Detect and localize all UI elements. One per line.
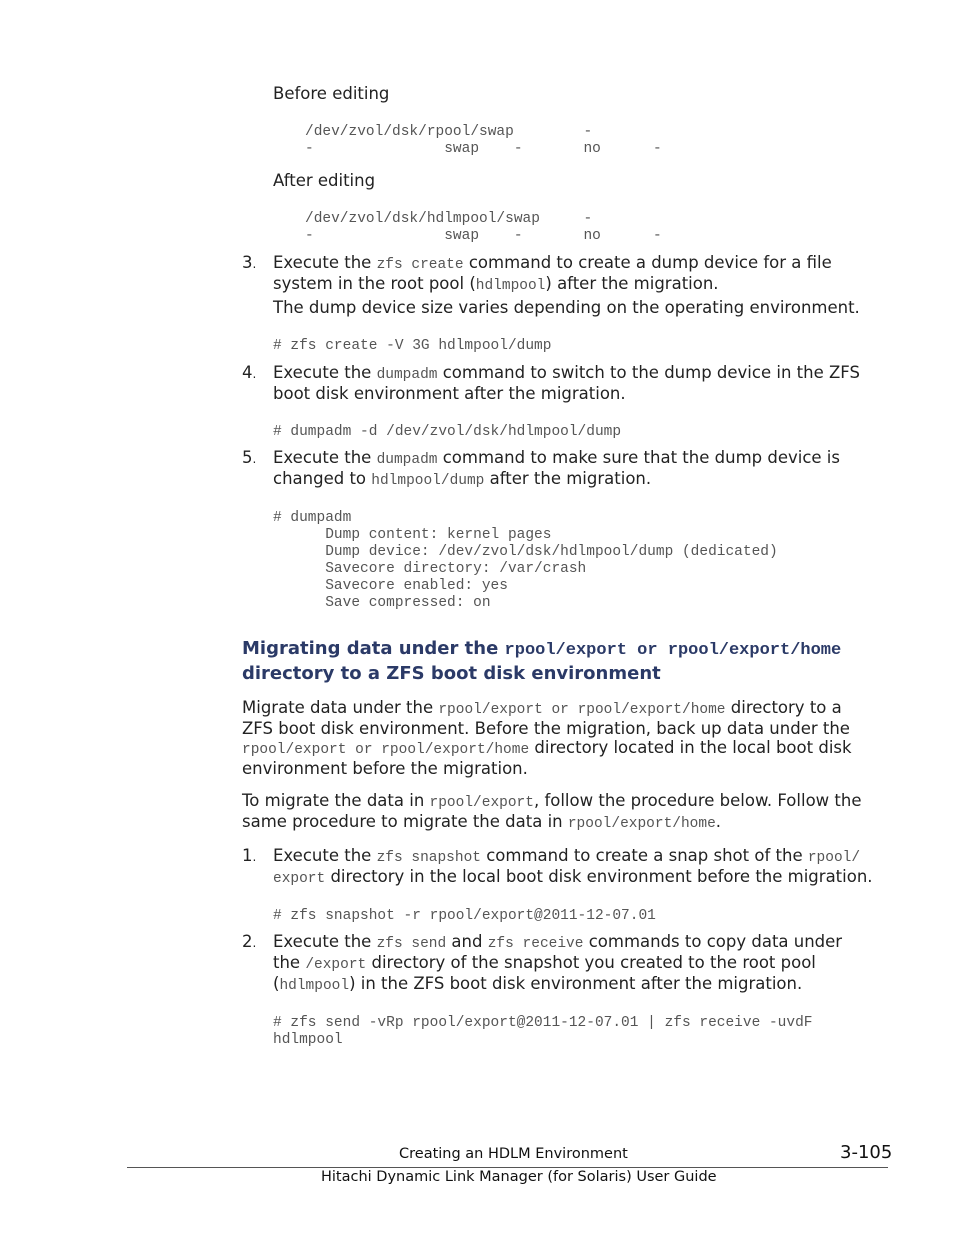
section-heading-line-1: Migrating data under the rpool/export or rpool/export/home [242, 638, 842, 660]
para-1-line-3: rpool/export or rpool/export/home directory located in the local boot disk [242, 738, 852, 758]
section-heading-line-2: directory to a ZFS boot disk environment [242, 663, 661, 684]
para-1-line-1: Migrate data under the rpool/export or rpool/export/home directory to a [242, 698, 842, 718]
footer-guide-title: Hitachi Dynamic Link Manager (for Solaris) User Guide [321, 1169, 717, 1185]
migration-step-2-line-3: (hdlmpool) in the ZFS boot disk environment after the migration. [273, 974, 803, 994]
step-5-code: # dumpadm Dump content: kernel pages Dump device: /dev/zvol/dsk/hdlmpool/dump (dedicated) Savecore directory: /var/crash Savecore enabled: yes Save compressed: on [273, 510, 778, 611]
step-4-line-1: Execute the dumpadm command to switch to the dump device in the ZFS [273, 363, 860, 383]
migration-step-2-number: 2. [242, 932, 257, 951]
step-4-code: # dumpadm -d /dev/zvol/dsk/hdlmpool/dump [273, 424, 622, 440]
step-5-number: 5. [242, 448, 257, 467]
migration-step-2-code: # zfs send -vRp rpool/export@2011-12-07.01 | zfs receive -uvdF hdlmpool [273, 1015, 813, 1048]
migration-step-2-line-1: Execute the zfs send and zfs receive commands to copy data under [273, 932, 843, 952]
before-editing-label: Before editing [273, 84, 390, 103]
step-3-note: The dump device size varies depending on the operating environment. [273, 298, 860, 317]
para-2-line-2: same procedure to migrate the data in rpool/export/home. [242, 812, 722, 832]
before-editing-code: /dev/zvol/dsk/rpool/swap - - swap - no - [305, 124, 662, 157]
para-1-line-4: environment before the migration. [242, 759, 528, 778]
step-4-line-2: boot disk environment after the migration. [273, 384, 626, 403]
step-3-line-2: system in the root pool (hdlmpool) after the migration. [273, 274, 719, 294]
migration-step-1-number: 1. [242, 846, 257, 865]
migration-step-1-line-2: export directory in the local boot disk environment before the migration. [273, 867, 873, 887]
para-1-line-2: ZFS boot disk environment. Before the migration, back up data under the [242, 719, 850, 738]
step-3-code: # zfs create -V 3G hdlmpool/dump [273, 338, 552, 354]
step-5-line-1: Execute the dumpadm command to make sure that the dump device is [273, 448, 840, 468]
footer-divider [127, 1167, 888, 1168]
footer-chapter-title: Creating an HDLM Environment [399, 1146, 628, 1162]
migration-step-1-line-1: Execute the zfs snapshot command to create a snap shot of the rpool/ [273, 846, 861, 866]
migration-step-2-line-2: the /export directory of the snapshot you created to the root pool [273, 953, 816, 973]
step-4-number: 4. [242, 363, 257, 382]
after-editing-label: After editing [273, 171, 376, 190]
step-5-line-2: changed to hdlmpool/dump after the migration. [273, 469, 652, 489]
after-editing-code: /dev/zvol/dsk/hdlmpool/swap - - swap - no - [305, 211, 662, 244]
step-3-number: 3. [242, 253, 257, 272]
step-3-line-1: Execute the zfs create command to create a dump device for a file [273, 253, 832, 273]
migration-step-1-code: # zfs snapshot -r rpool/export@2011-12-07.01 [273, 908, 656, 924]
para-2-line-1: To migrate the data in rpool/export, follow the procedure below. Follow the [242, 791, 862, 811]
page-number: 3-105 [840, 1142, 893, 1163]
command-zfs-create: zfs create [376, 257, 464, 273]
